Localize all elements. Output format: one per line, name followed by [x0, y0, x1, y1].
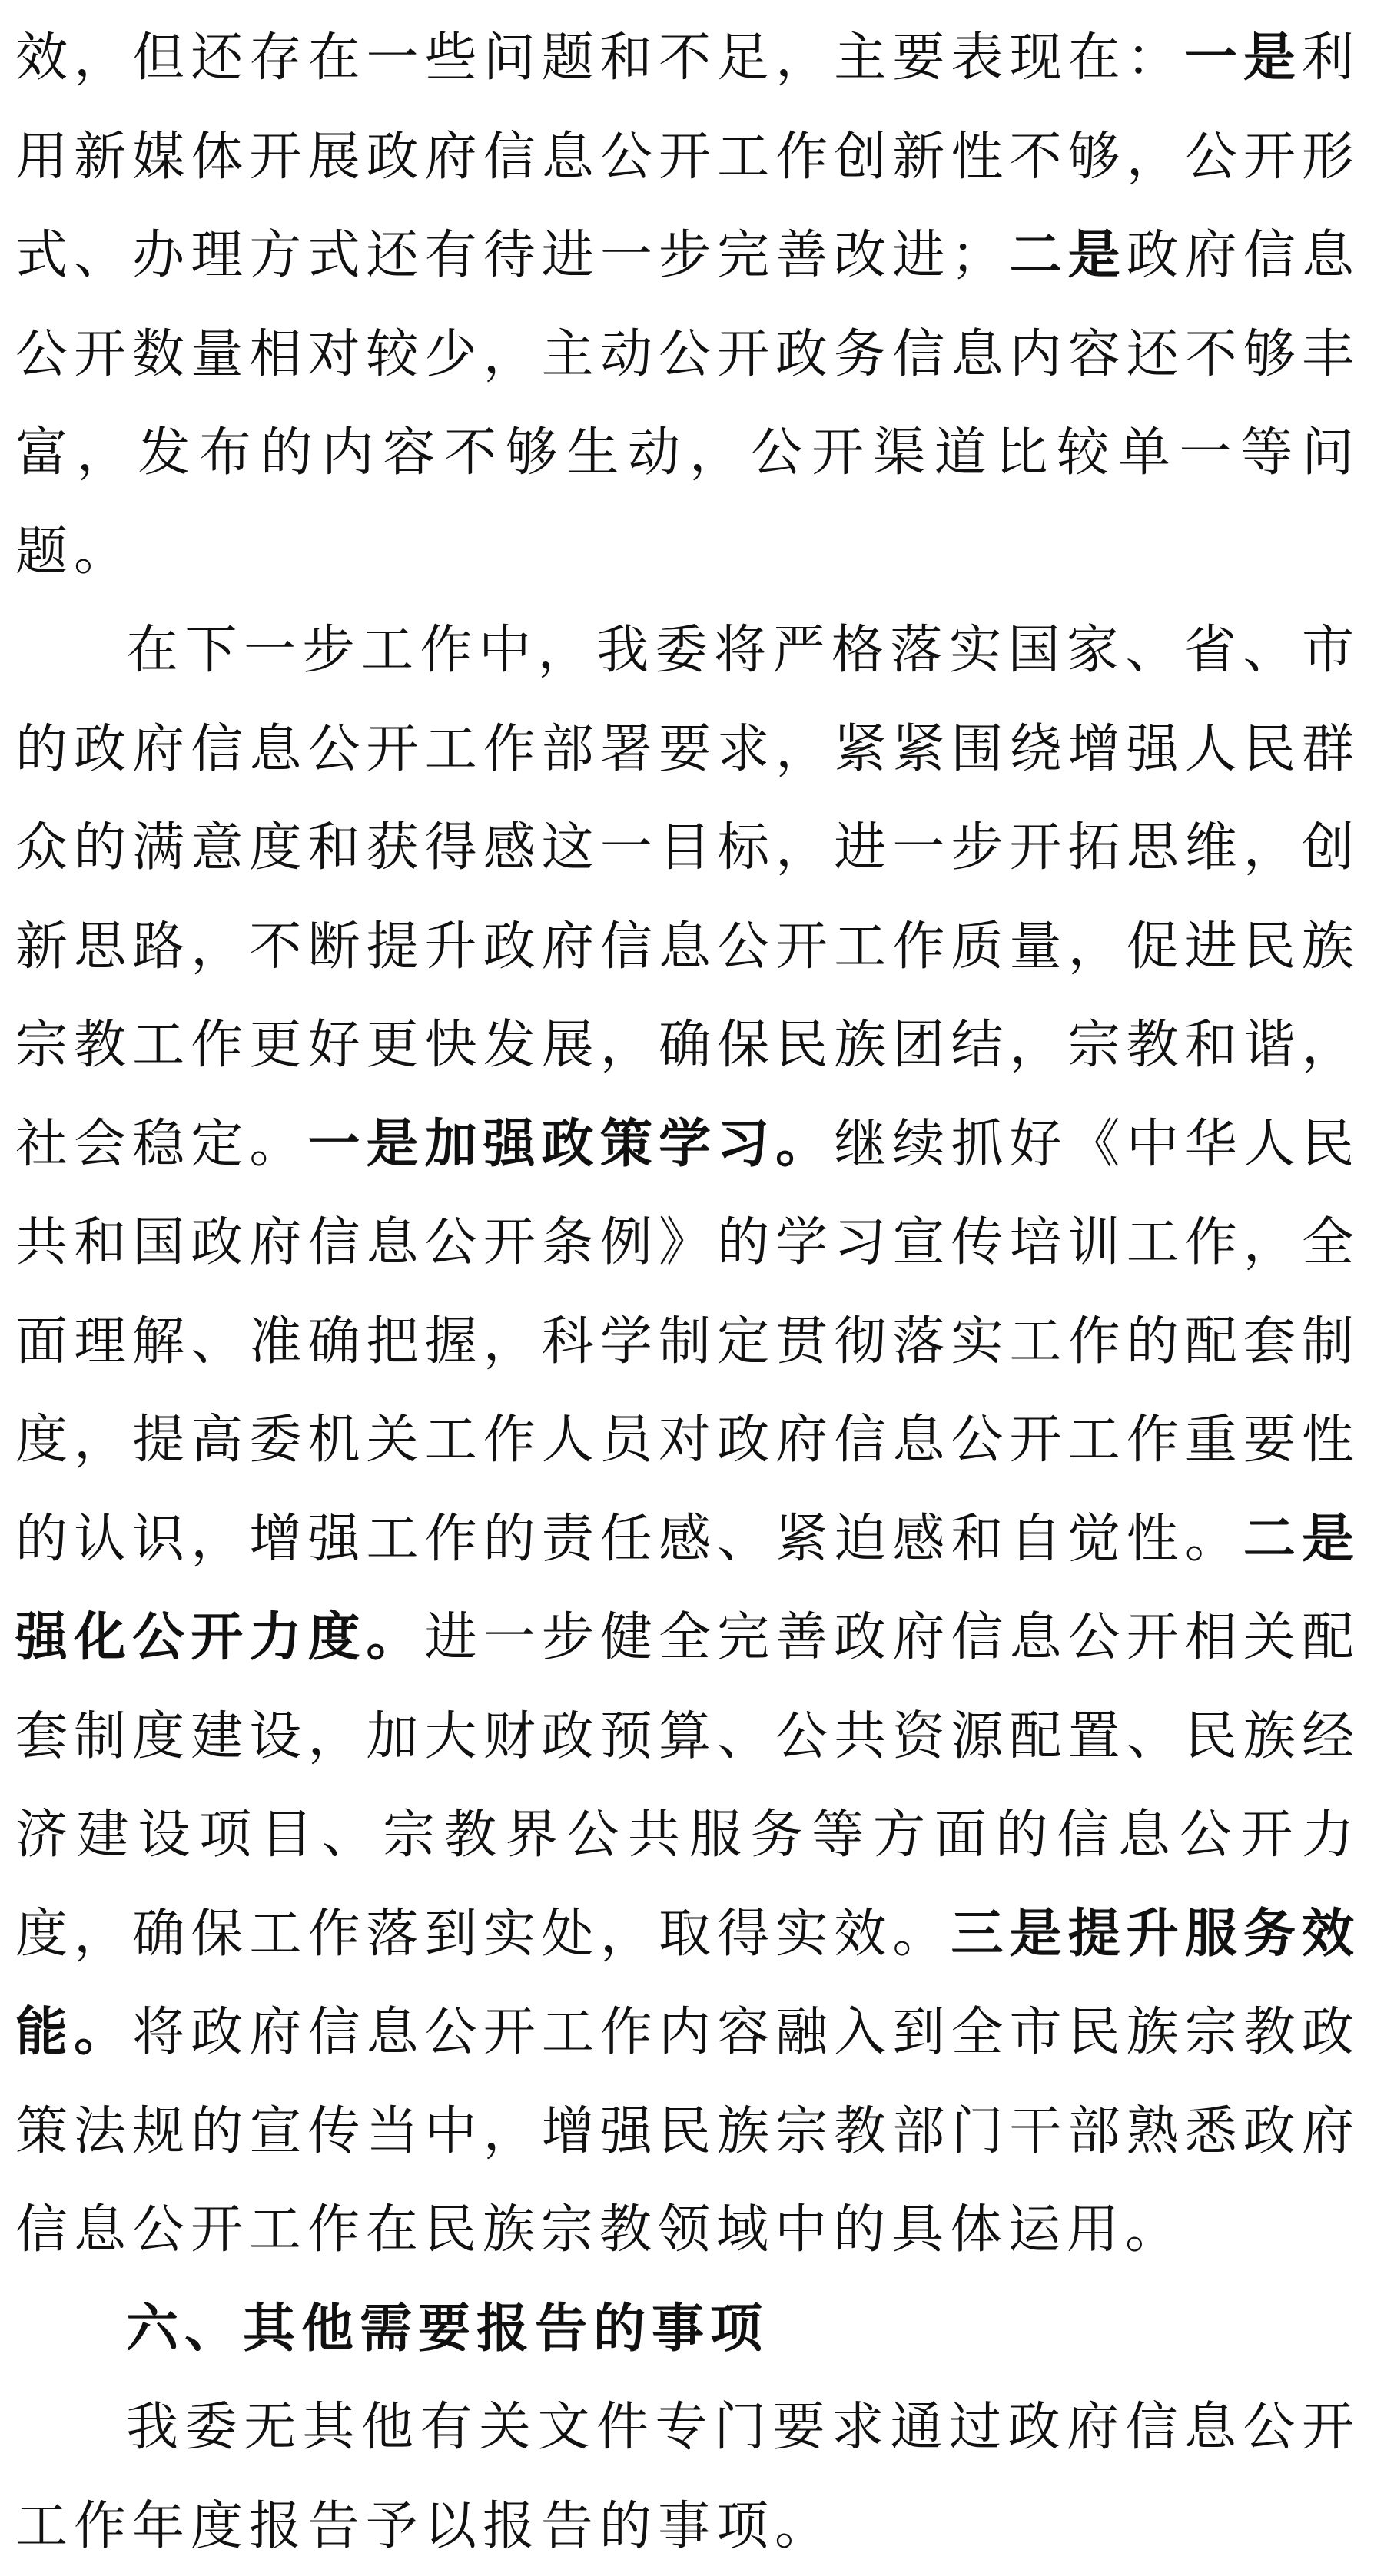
paragraph-problems [15, 9, 1360, 602]
paragraph-text: 继续抓好《中华人民共和国政府信息公开条例》的学习宣传培训工作，全面理解、准确把握，科学制定贯彻落实工作的配套制度，提高委机关工作人员对政府信息公开工作重要性的认识，增强工作的责任感、紧迫感和自觉性。 [15, 1113, 1360, 1570]
paragraph-text: 在下一步工作中，我委将严格落实国家、省、市的政府信息公开工作部署要求，紧紧围绕增强人民群众的满意度和获得感这一目标，进一步开拓思维，创新思路，不断提升政府信息公开工作质量，促进民族宗教工作更好更快发展，确保民族团结，宗教和谐，社会稳定。 [15, 620, 1360, 1175]
paragraph-text: 政府信息公开数量相对较少，主动公开政务信息内容还不够丰富，发布的内容不够生动，公开渠道比较单一等问题。 [15, 225, 1360, 582]
bold-lead: 三是提升服务效能。 [15, 1903, 1360, 2063]
paragraph-other-matters: 我委无其他有关文件专门要求通过政府信息公开工作年度报告予以报告的事项。 [15, 2397, 1360, 2557]
paragraph-text: 利用新媒体开展政府信息公开工作创新性不够，公开形式、办理方式还有待进一步完善改进； [15, 28, 1360, 286]
paragraph-text: 进一步健全完善政府信息公开相关配套制度建设，加大财政预算、公共资源配置、民族经济建设项目、宗教界公共服务等方面的信息公开力度，确保工作落到实处，取得实效。 [15, 1607, 1360, 1964]
bold-lead: 二是强化公开力度。 [15, 1508, 1360, 1668]
bold-lead: 二是 [1009, 225, 1127, 286]
paragraph-text: 效，但还存在一些问题和不足，主要表现在： [15, 28, 1185, 88]
paragraph-next-steps [15, 602, 1360, 2280]
section-heading: 六、其他需要报告的事项 [126, 2298, 769, 2359]
bold-lead: 一是 [1184, 28, 1302, 88]
paragraph-text: 将政府信息公开工作内容融入到全市民族宗教政策法规的宣传当中，增强民族宗教部门干部熟悉政府信息公开工作在民族宗教领域中的具体运用。 [15, 2002, 1360, 2260]
bold-lead: 一是加强政策学习。 [307, 1113, 835, 1175]
